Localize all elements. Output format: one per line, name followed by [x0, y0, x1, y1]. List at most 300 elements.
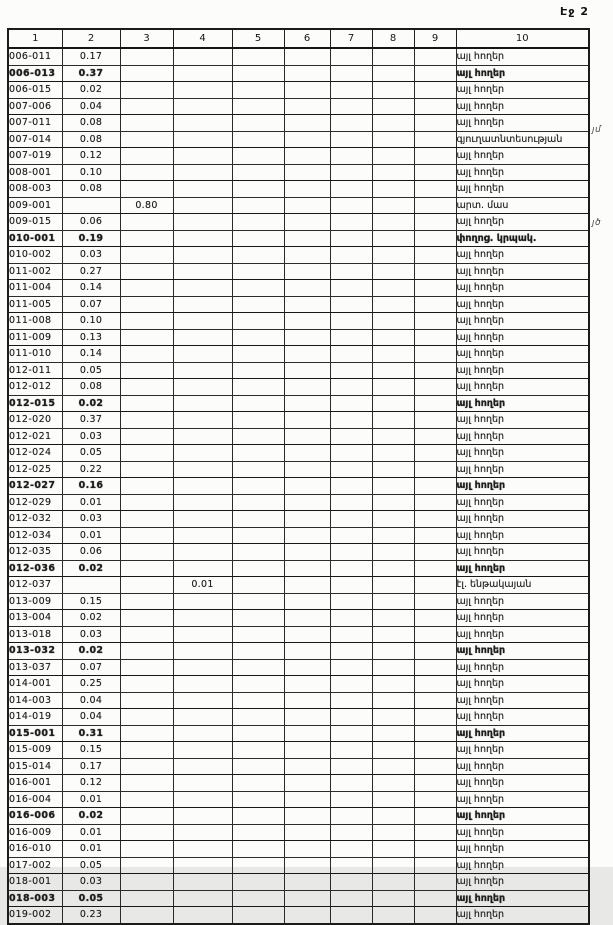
area-value-cell-col3 — [120, 65, 173, 82]
parcel-code-cell: 014-001 — [8, 676, 62, 693]
table-row — [8, 890, 589, 907]
empty-cell-col9 — [414, 263, 456, 280]
empty-cell-col8 — [372, 560, 414, 577]
parcel-code-cell: 016-009 — [8, 824, 62, 841]
empty-cell-col6 — [284, 82, 330, 99]
area-value-cell-col3 — [120, 758, 173, 775]
land-use-cell: այլ հողեր — [456, 461, 589, 478]
empty-cell-col6 — [284, 247, 330, 264]
area-value-cell-col3 — [120, 527, 173, 544]
empty-cell-col6 — [284, 445, 330, 462]
empty-cell-col5 — [232, 511, 284, 528]
area-value-cell-col4 — [173, 709, 232, 726]
empty-cell-col9 — [414, 412, 456, 429]
area-value-cell-col3 — [120, 379, 173, 396]
land-use-cell: այլ հողեր — [456, 148, 589, 165]
empty-cell-col7 — [330, 890, 372, 907]
empty-cell-col5 — [232, 494, 284, 511]
table-row — [8, 313, 589, 330]
area-value-cell-col4 — [173, 412, 232, 429]
parcel-code-cell: 012-011 — [8, 362, 62, 379]
area-value-cell-col2: 0.06 — [62, 544, 120, 561]
area-value-cell-col3 — [120, 214, 173, 231]
parcel-code-cell: 012-029 — [8, 494, 62, 511]
table-row — [8, 775, 589, 792]
area-value-cell-col4 — [173, 445, 232, 462]
area-value-cell-col4 — [173, 643, 232, 660]
empty-cell-col8 — [372, 841, 414, 858]
empty-cell-col8 — [372, 758, 414, 775]
empty-cell-col9 — [414, 230, 456, 247]
parcel-code-cell: 013-032 — [8, 643, 62, 660]
empty-cell-col9 — [414, 313, 456, 330]
empty-cell-col7 — [330, 577, 372, 594]
empty-cell-col9 — [414, 98, 456, 115]
empty-cell-col7 — [330, 676, 372, 693]
area-value-cell-col3: 0.80 — [120, 197, 173, 214]
empty-cell-col5 — [232, 164, 284, 181]
empty-cell-col5 — [232, 824, 284, 841]
empty-cell-col7 — [330, 428, 372, 445]
empty-cell-col9 — [414, 48, 456, 65]
area-value-cell-col2: 0.01 — [62, 527, 120, 544]
empty-cell-col8 — [372, 857, 414, 874]
area-value-cell-col4 — [173, 197, 232, 214]
empty-cell-col7 — [330, 329, 372, 346]
table-row — [8, 808, 589, 825]
empty-cell-col7 — [330, 511, 372, 528]
empty-cell-col9 — [414, 428, 456, 445]
table-row — [8, 692, 589, 709]
land-use-cell: այլ հողեր — [456, 775, 589, 792]
empty-cell-col8 — [372, 379, 414, 396]
empty-cell-col7 — [330, 148, 372, 165]
area-value-cell-col4 — [173, 758, 232, 775]
table-row — [8, 362, 589, 379]
land-use-cell: այլ հողեր — [456, 709, 589, 726]
parcel-code-cell: 012-025 — [8, 461, 62, 478]
empty-cell-col7 — [330, 412, 372, 429]
empty-cell-col9 — [414, 775, 456, 792]
empty-cell-col8 — [372, 65, 414, 82]
area-value-cell-col2: 0.04 — [62, 709, 120, 726]
empty-cell-col9 — [414, 379, 456, 396]
land-use-cell: այլ հողեր — [456, 478, 589, 495]
empty-cell-col6 — [284, 313, 330, 330]
empty-cell-col7 — [330, 478, 372, 495]
area-value-cell-col2: 0.02 — [62, 560, 120, 577]
empty-cell-col5 — [232, 841, 284, 858]
empty-cell-col5 — [232, 758, 284, 775]
empty-cell-col9 — [414, 181, 456, 198]
empty-cell-col5 — [232, 461, 284, 478]
empty-cell-col8 — [372, 346, 414, 363]
area-value-cell-col2: 0.07 — [62, 296, 120, 313]
empty-cell-col9 — [414, 494, 456, 511]
empty-cell-col9 — [414, 874, 456, 891]
land-use-cell: այլ հողեր — [456, 263, 589, 280]
parcel-code-cell: 008-001 — [8, 164, 62, 181]
area-value-cell-col4 — [173, 610, 232, 627]
table-row — [8, 148, 589, 165]
area-value-cell-col2: 0.17 — [62, 48, 120, 65]
area-value-cell-col4 — [173, 263, 232, 280]
empty-cell-col6 — [284, 857, 330, 874]
area-value-cell-col2: 0.14 — [62, 346, 120, 363]
empty-cell-col7 — [330, 82, 372, 99]
empty-cell-col6 — [284, 181, 330, 198]
empty-cell-col6 — [284, 775, 330, 792]
empty-cell-col5 — [232, 263, 284, 280]
table-row — [8, 544, 589, 561]
empty-cell-col7 — [330, 725, 372, 742]
empty-cell-col6 — [284, 412, 330, 429]
empty-cell-col5 — [232, 296, 284, 313]
empty-cell-col8 — [372, 626, 414, 643]
column-header: 8 — [372, 29, 414, 48]
table-row — [8, 197, 589, 214]
margin-annotation: յմ — [592, 124, 602, 135]
area-value-cell-col4 — [173, 544, 232, 561]
parcel-code-cell: 006-011 — [8, 48, 62, 65]
parcel-code-cell: 012-021 — [8, 428, 62, 445]
parcel-code-cell: 014-019 — [8, 709, 62, 726]
empty-cell-col9 — [414, 511, 456, 528]
empty-cell-col5 — [232, 98, 284, 115]
area-value-cell-col3 — [120, 313, 173, 330]
empty-cell-col5 — [232, 280, 284, 297]
empty-cell-col6 — [284, 659, 330, 676]
empty-cell-col5 — [232, 48, 284, 65]
empty-cell-col6 — [284, 874, 330, 891]
area-value-cell-col4 — [173, 527, 232, 544]
area-value-cell-col2: 0.06 — [62, 214, 120, 231]
empty-cell-col8 — [372, 824, 414, 841]
parcel-code-cell: 010-001 — [8, 230, 62, 247]
area-value-cell-col3 — [120, 659, 173, 676]
parcel-code-cell: 009-001 — [8, 197, 62, 214]
land-use-cell: այլ հողեր — [456, 857, 589, 874]
parcel-code-cell: 011-002 — [8, 263, 62, 280]
empty-cell-col8 — [372, 742, 414, 759]
empty-cell-col9 — [414, 676, 456, 693]
empty-cell-col8 — [372, 247, 414, 264]
empty-cell-col7 — [330, 230, 372, 247]
area-value-cell-col4 — [173, 676, 232, 693]
land-use-cell: այլ հողեր — [456, 511, 589, 528]
area-value-cell-col3 — [120, 593, 173, 610]
area-value-cell-col2: 0.08 — [62, 379, 120, 396]
empty-cell-col5 — [232, 478, 284, 495]
empty-cell-col5 — [232, 874, 284, 891]
parcel-code-cell: 018-001 — [8, 874, 62, 891]
empty-cell-col6 — [284, 725, 330, 742]
empty-cell-col7 — [330, 98, 372, 115]
table-row — [8, 577, 589, 594]
land-use-cell: այլ հողեր — [456, 247, 589, 264]
parcel-code-cell: 012-035 — [8, 544, 62, 561]
table-row — [8, 461, 589, 478]
land-use-cell: այլ հողեր — [456, 181, 589, 198]
area-value-cell-col2: 0.02 — [62, 395, 120, 412]
area-value-cell-col3 — [120, 280, 173, 297]
empty-cell-col6 — [284, 791, 330, 808]
parcel-code-cell: 016-010 — [8, 841, 62, 858]
empty-cell-col7 — [330, 164, 372, 181]
empty-cell-col8 — [372, 412, 414, 429]
area-value-cell-col3 — [120, 725, 173, 742]
table-row — [8, 230, 589, 247]
area-value-cell-col2: 0.05 — [62, 857, 120, 874]
empty-cell-col8 — [372, 527, 414, 544]
empty-cell-col9 — [414, 445, 456, 462]
empty-cell-col8 — [372, 98, 414, 115]
parcel-code-cell: 011-009 — [8, 329, 62, 346]
empty-cell-col8 — [372, 148, 414, 165]
parcel-code-cell: 007-011 — [8, 115, 62, 132]
empty-cell-col8 — [372, 82, 414, 99]
empty-cell-col9 — [414, 65, 456, 82]
empty-cell-col9 — [414, 197, 456, 214]
table-row — [8, 791, 589, 808]
empty-cell-col6 — [284, 709, 330, 726]
land-use-cell: այլ հողեր — [456, 280, 589, 297]
empty-cell-col5 — [232, 148, 284, 165]
empty-cell-col9 — [414, 907, 456, 924]
empty-cell-col8 — [372, 643, 414, 660]
area-value-cell-col2: 0.23 — [62, 907, 120, 924]
area-value-cell-col4 — [173, 82, 232, 99]
empty-cell-col6 — [284, 478, 330, 495]
table-row — [8, 181, 589, 198]
empty-cell-col6 — [284, 296, 330, 313]
parcel-code-cell: 012-012 — [8, 379, 62, 396]
land-use-cell: այլ հողեր — [456, 791, 589, 808]
area-value-cell-col2: 0.05 — [62, 362, 120, 379]
table-row — [8, 82, 589, 99]
area-value-cell-col4 — [173, 461, 232, 478]
empty-cell-col8 — [372, 593, 414, 610]
area-value-cell-col3 — [120, 461, 173, 478]
empty-cell-col5 — [232, 379, 284, 396]
land-use-cell: այլ հողեր — [456, 296, 589, 313]
area-value-cell-col4 — [173, 395, 232, 412]
empty-cell-col9 — [414, 395, 456, 412]
area-value-cell-col4 — [173, 115, 232, 132]
column-header: 5 — [232, 29, 284, 48]
area-value-cell-col3 — [120, 131, 173, 148]
parcel-code-cell: 013-018 — [8, 626, 62, 643]
area-value-cell-col4: 0.01 — [173, 577, 232, 594]
area-value-cell-col3 — [120, 247, 173, 264]
table-row — [8, 841, 589, 858]
empty-cell-col6 — [284, 346, 330, 363]
area-value-cell-col3 — [120, 626, 173, 643]
area-value-cell-col3 — [120, 791, 173, 808]
parcel-code-cell: 010-002 — [8, 247, 62, 264]
empty-cell-col9 — [414, 857, 456, 874]
empty-cell-col8 — [372, 461, 414, 478]
empty-cell-col9 — [414, 280, 456, 297]
table-row — [8, 758, 589, 775]
empty-cell-col6 — [284, 494, 330, 511]
land-parcel-table — [7, 28, 590, 925]
empty-cell-col7 — [330, 527, 372, 544]
empty-cell-col7 — [330, 296, 372, 313]
parcel-code-cell: 006-015 — [8, 82, 62, 99]
land-use-cell: այլ հողեր — [456, 445, 589, 462]
area-value-cell-col4 — [173, 560, 232, 577]
area-value-cell-col2: 0.07 — [62, 659, 120, 676]
area-value-cell-col3 — [120, 181, 173, 198]
land-use-cell: այլ հողեր — [456, 362, 589, 379]
margin-annotation: յծ — [592, 217, 602, 228]
empty-cell-col5 — [232, 362, 284, 379]
empty-cell-col8 — [372, 214, 414, 231]
empty-cell-col7 — [330, 824, 372, 841]
area-value-cell-col3 — [120, 577, 173, 594]
table-row — [8, 824, 589, 841]
table-row — [8, 412, 589, 429]
empty-cell-col6 — [284, 148, 330, 165]
page-number-label: Էջ 2 — [560, 5, 589, 18]
area-value-cell-col2: 0.03 — [62, 874, 120, 891]
parcel-code-cell: 019-002 — [8, 907, 62, 924]
land-use-cell: այլ հողեր — [456, 758, 589, 775]
empty-cell-col5 — [232, 775, 284, 792]
empty-cell-col8 — [372, 131, 414, 148]
land-use-cell: այլ հողեր — [456, 214, 589, 231]
area-value-cell-col2: 0.01 — [62, 841, 120, 858]
empty-cell-col6 — [284, 362, 330, 379]
table-row — [8, 742, 589, 759]
empty-cell-col5 — [232, 610, 284, 627]
area-value-cell-col4 — [173, 48, 232, 65]
area-value-cell-col3 — [120, 560, 173, 577]
area-value-cell-col4 — [173, 296, 232, 313]
empty-cell-col6 — [284, 577, 330, 594]
empty-cell-col9 — [414, 115, 456, 132]
area-value-cell-col4 — [173, 65, 232, 82]
area-value-cell-col3 — [120, 775, 173, 792]
area-value-cell-col4 — [173, 659, 232, 676]
empty-cell-col9 — [414, 758, 456, 775]
land-use-cell: արտ. մաս — [456, 197, 589, 214]
empty-cell-col5 — [232, 692, 284, 709]
empty-cell-col9 — [414, 791, 456, 808]
area-value-cell-col2: 0.03 — [62, 626, 120, 643]
area-value-cell-col2: 0.13 — [62, 329, 120, 346]
area-value-cell-col3 — [120, 841, 173, 858]
empty-cell-col6 — [284, 329, 330, 346]
area-value-cell-col2: 0.03 — [62, 511, 120, 528]
area-value-cell-col3 — [120, 164, 173, 181]
empty-cell-col9 — [414, 709, 456, 726]
empty-cell-col5 — [232, 428, 284, 445]
area-value-cell-col2: 0.02 — [62, 808, 120, 825]
empty-cell-col9 — [414, 478, 456, 495]
table-row — [8, 329, 589, 346]
empty-cell-col9 — [414, 824, 456, 841]
area-value-cell-col4 — [173, 214, 232, 231]
empty-cell-col6 — [284, 65, 330, 82]
empty-cell-col9 — [414, 610, 456, 627]
land-use-cell: էլ. ենթակայան — [456, 577, 589, 594]
land-use-cell: այլ հողեր — [456, 48, 589, 65]
empty-cell-col6 — [284, 560, 330, 577]
table-row — [8, 395, 589, 412]
area-value-cell-col3 — [120, 610, 173, 627]
empty-cell-col7 — [330, 692, 372, 709]
parcel-code-cell: 011-004 — [8, 280, 62, 297]
empty-cell-col6 — [284, 808, 330, 825]
parcel-code-cell: 007-019 — [8, 148, 62, 165]
area-value-cell-col2: 0.16 — [62, 478, 120, 495]
area-value-cell-col3 — [120, 412, 173, 429]
land-use-cell: այլ հողեր — [456, 643, 589, 660]
empty-cell-col7 — [330, 610, 372, 627]
empty-cell-col7 — [330, 48, 372, 65]
empty-cell-col7 — [330, 593, 372, 610]
area-value-cell-col3 — [120, 874, 173, 891]
area-value-cell-col4 — [173, 362, 232, 379]
table-row — [8, 593, 589, 610]
empty-cell-col7 — [330, 841, 372, 858]
empty-cell-col8 — [372, 791, 414, 808]
land-use-cell: այլ հողեր — [456, 593, 589, 610]
area-value-cell-col2: 0.04 — [62, 98, 120, 115]
area-value-cell-col4 — [173, 874, 232, 891]
parcel-code-cell: 012-034 — [8, 527, 62, 544]
empty-cell-col8 — [372, 676, 414, 693]
table-row — [8, 428, 589, 445]
empty-cell-col8 — [372, 329, 414, 346]
table-row — [8, 296, 589, 313]
empty-cell-col8 — [372, 197, 414, 214]
empty-cell-col7 — [330, 379, 372, 396]
land-use-cell: այլ հողեր — [456, 346, 589, 363]
area-value-cell-col3 — [120, 907, 173, 924]
area-value-cell-col3 — [120, 296, 173, 313]
land-use-cell: այլ հողեր — [456, 610, 589, 627]
area-value-cell-col4 — [173, 808, 232, 825]
land-use-cell: այլ հողեր — [456, 676, 589, 693]
area-value-cell-col4 — [173, 841, 232, 858]
empty-cell-col8 — [372, 395, 414, 412]
empty-cell-col6 — [284, 692, 330, 709]
table-row — [8, 610, 589, 627]
empty-cell-col6 — [284, 115, 330, 132]
area-value-cell-col3 — [120, 428, 173, 445]
empty-cell-col8 — [372, 263, 414, 280]
area-value-cell-col4 — [173, 98, 232, 115]
empty-cell-col7 — [330, 874, 372, 891]
empty-cell-col7 — [330, 775, 372, 792]
parcel-code-cell: 008-003 — [8, 181, 62, 198]
area-value-cell-col2: 0.08 — [62, 115, 120, 132]
parcel-code-cell: 007-006 — [8, 98, 62, 115]
area-value-cell-col2: 0.22 — [62, 461, 120, 478]
area-value-cell-col2: 0.37 — [62, 412, 120, 429]
empty-cell-col6 — [284, 544, 330, 561]
area-value-cell-col2: 0.31 — [62, 725, 120, 742]
empty-cell-col7 — [330, 247, 372, 264]
empty-cell-col5 — [232, 791, 284, 808]
land-use-cell: այլ հողեր — [456, 494, 589, 511]
empty-cell-col8 — [372, 907, 414, 924]
land-use-cell: այլ հողեր — [456, 692, 589, 709]
empty-cell-col9 — [414, 560, 456, 577]
